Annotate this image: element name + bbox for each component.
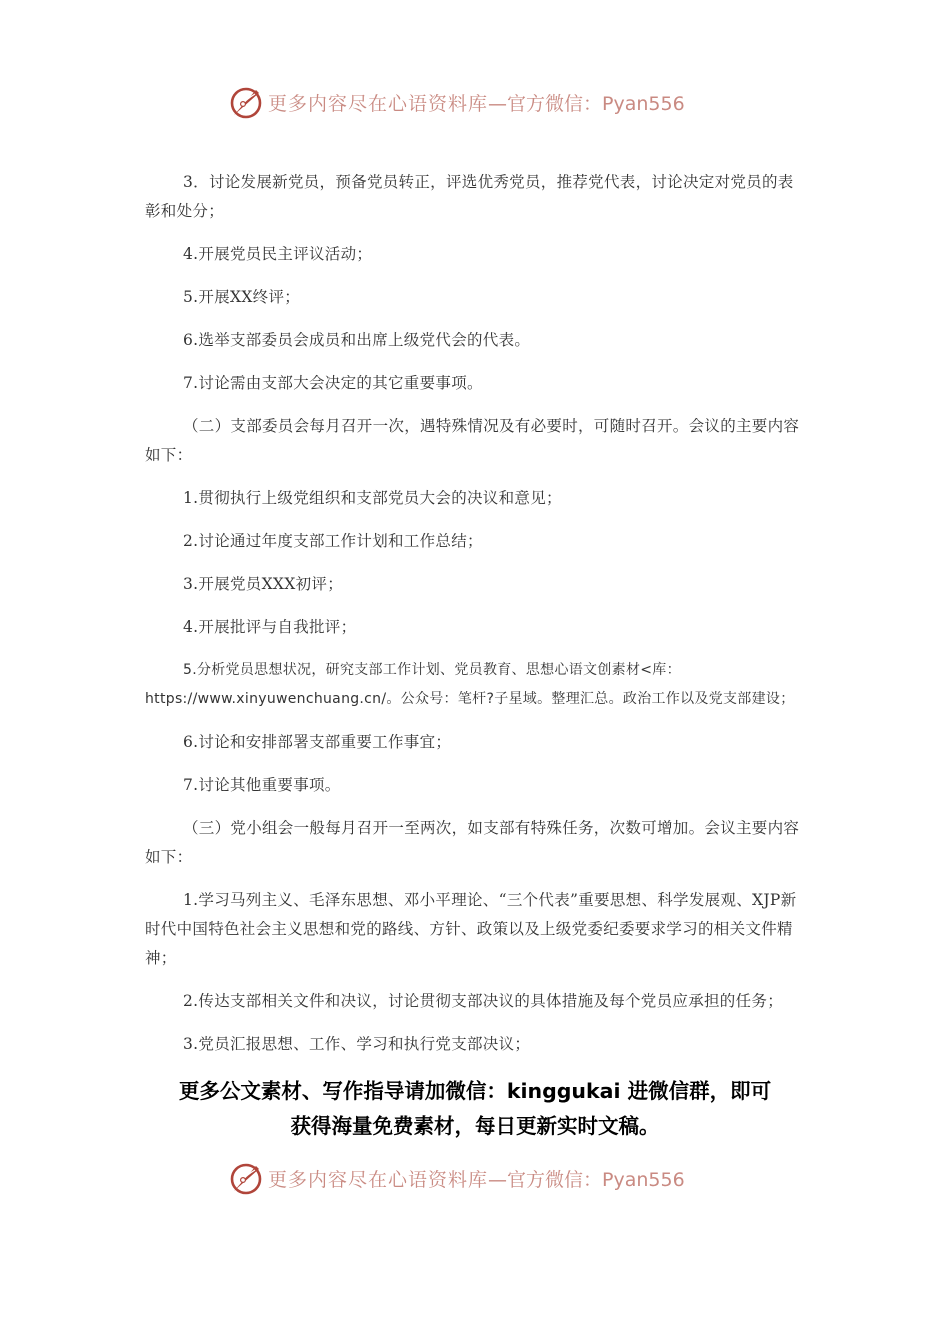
paragraph: 4.开展批评与自我批评； [183,618,357,636]
paragraph: 2.传达支部相关文件和决议，讨论贯彻支部决议的具体措施及每个党员应承担的任务； [183,992,783,1010]
paragraph: 7.讨论需由支部大会决定的其它重要事项。 [183,374,483,392]
banner-handle-text: —官方微信：Pyan556 [488,92,685,115]
paragraph: 2.讨论通过年度支部工作计划和工作总结； [183,532,483,550]
banner-handle-text: —官方微信：Pyan556 [488,1168,685,1191]
paragraph: （二）支部委员会每月召开一次，遇特殊情况及有必要时，可随时召开。会议的主要内容如下： [145,417,800,464]
paragraph: 3.党员汇报思想、工作、学习和执行党支部决议； [183,1035,531,1053]
paragraph: 1.学习马列主义、毛泽东思想、邓小平理论、“三个代表”重要思想、科学发展观、XJP新时代中国特色社会主义思想和党的路线、方针、政策以及上级党委纪委要求学习的相关文件精神； [145,891,797,967]
paragraph: 4.开展党员民主评议活动； [183,245,373,263]
paragraph: （三）党小组会一般每月召开一至两次，如支部有特殊任务，次数可增加。会议主要内容如下： [145,819,800,866]
promo-line: 获得海量免费素材，每日更新实时文稿。 [290,1114,660,1138]
banner-brand-text: 更多内容尽在心语资料库 [268,1168,489,1191]
header-banner [228,82,748,122]
paragraph: 3.开展党员XXX初评； [183,575,343,593]
paragraph: 6.讨论和安排部署支部重要工作事宜； [183,733,452,751]
paragraph: 6.选举支部委员会成员和出席上级党代会的代表。 [183,331,531,349]
paragraph: 5.开展XX终评； [183,288,301,306]
document-body [145,168,807,1073]
banner-brand-text: 更多内容尽在心语资料库 [268,92,489,115]
quill-logo-icon [228,1160,264,1196]
paragraph: 5.分析党员思想状况，研究支部工作计划、党员教育、思想心语文创素材<库：https://www.xinyuwenchuang.cn/。公众号：笔杆?子星域。整理汇总。政治工作以及党支部建设； [145,662,795,707]
promo-line: 更多公文素材、写作指导请加微信：kinggukai 进微信群，即可 [178,1079,772,1103]
paragraph: 1.贯彻执行上级党组织和支部党员大会的决议和意见； [183,489,562,507]
paragraph: 7.讨论其他重要事项。 [183,776,341,794]
footer-banner [228,1158,748,1198]
paragraph: 3．讨论发展新党员，预备党员转正，评选优秀党员，推荐党代表，讨论决定对党员的表彰和处分； [145,173,794,220]
promo-notice [120,1074,830,1144]
quill-logo-icon [228,84,264,120]
